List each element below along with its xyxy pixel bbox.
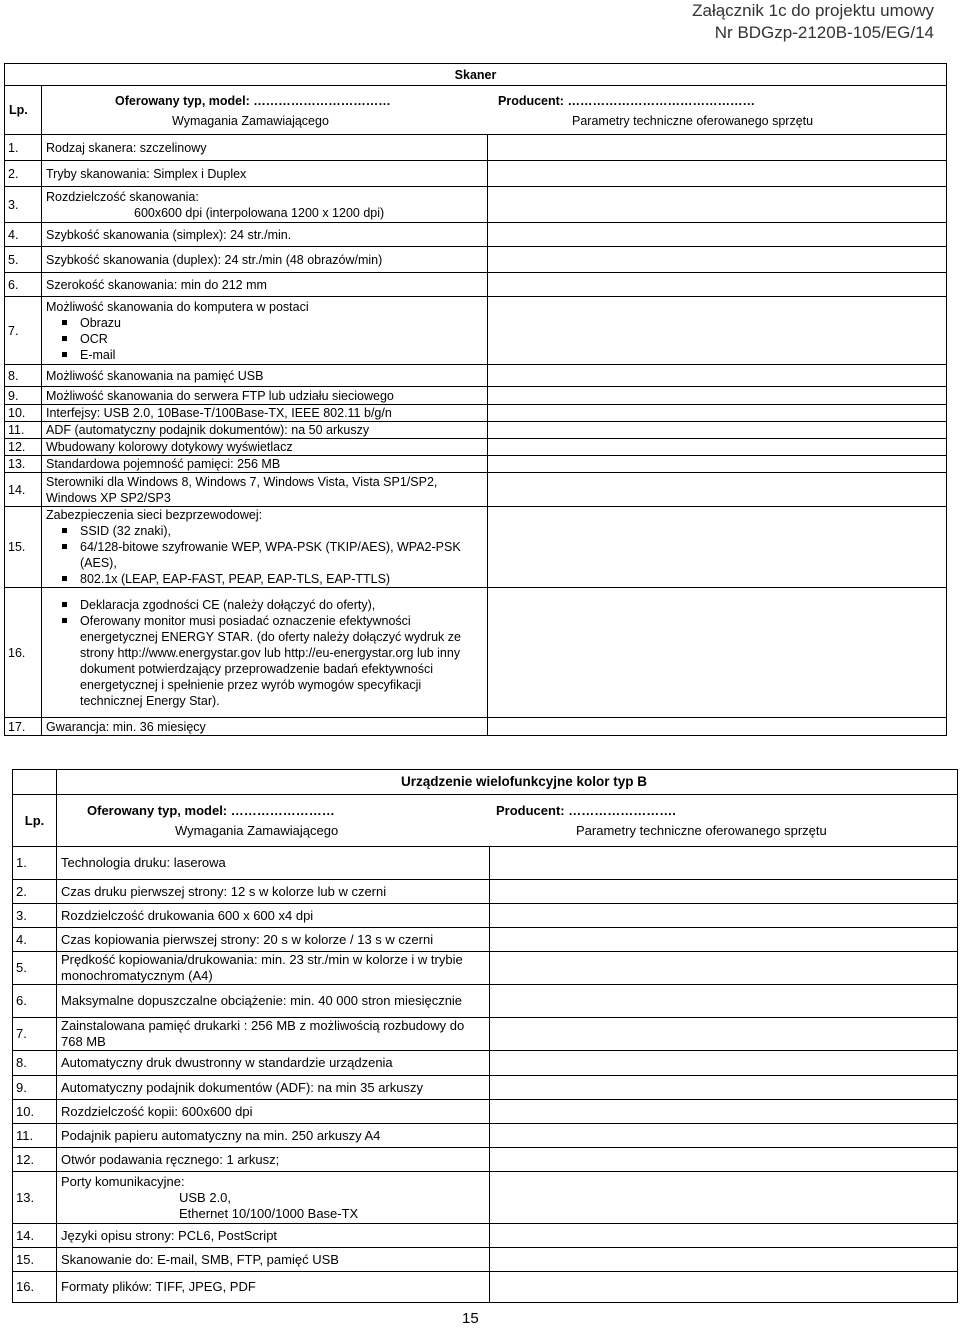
row-number: 3.	[5, 187, 42, 223]
parameter-cell[interactable]	[490, 928, 958, 952]
row-number: 6.	[5, 273, 42, 297]
parameter-cell[interactable]	[490, 904, 958, 928]
row-number: 7.	[13, 1018, 57, 1051]
requirement-line: Możliwość skanowania do komputera w postaci	[46, 299, 309, 314]
parameter-cell[interactable]	[488, 247, 947, 273]
row-number: 16.	[5, 588, 42, 718]
table-row	[5, 273, 947, 297]
parameter-cell[interactable]	[488, 507, 947, 588]
table-row	[5, 297, 947, 365]
requirement-text	[42, 187, 488, 223]
table-row	[5, 247, 947, 273]
parameter-cell[interactable]	[490, 1100, 958, 1124]
parameter-cell[interactable]	[488, 718, 947, 736]
page-number: 15	[462, 1310, 479, 1327]
parameter-cell[interactable]	[490, 1018, 958, 1051]
bullet-list	[46, 315, 483, 363]
parameter-cell[interactable]	[488, 456, 947, 473]
requirement-text: Zainstalowana pamięć drukarki : 256 MB z możliwością rozbudowy do 768 MB	[57, 1018, 490, 1051]
requirement-text: Szerokość skanowania: min do 212 mm	[42, 273, 488, 297]
requirement-text: Automatyczny podajnik dokumentów (ADF): na min 35 arkuszy	[57, 1076, 490, 1100]
row-number: 4.	[13, 928, 57, 952]
requirement-text: Rozdzielczość kopii: 600x600 dpi	[57, 1100, 490, 1124]
parameter-cell[interactable]	[488, 387, 947, 405]
header-line2: Nr BDGzp-2120B-105/EG/14	[714, 23, 934, 42]
bullet-item: E-mail	[46, 347, 483, 363]
requirement-text: Możliwość skanowania do serwera FTP lub udziału sieciowego	[42, 387, 488, 405]
row-number: 7.	[5, 297, 42, 365]
requirement-line: Porty komunikacyjne:	[61, 1173, 185, 1189]
producer-label: Producent: …………………….	[496, 803, 676, 818]
bullet-item: 64/128-bitowe szyfrowanie WEP, WPA-PSK (TKIP/AES), WPA2-PSK (AES),	[46, 539, 483, 571]
bullet-list	[46, 597, 483, 709]
bullet-item: 802.1x (LEAP, EAP-FAST, PEAP, EAP-TLS, EAP-TTLS)	[46, 571, 483, 587]
table-row	[13, 1224, 958, 1248]
table-row	[5, 387, 947, 405]
requirement-text	[42, 588, 488, 718]
offered-model-label: Oferowany typ, model: ……………………	[87, 803, 335, 818]
table-row	[5, 365, 947, 387]
row-number: 2.	[5, 161, 42, 187]
parameters-header: Parametry techniczne oferowanego sprzętu	[576, 823, 827, 838]
model-header-cell	[57, 795, 958, 847]
table-row	[5, 187, 947, 223]
row-number: 1.	[5, 135, 42, 161]
requirement-text: Sterowniki dla Windows 8, Windows 7, Windows Vista, Vista SP1/SP2, Windows XP SP2/SP3	[42, 473, 488, 507]
bullet-item: Oferowany monitor musi posiadać oznaczenie efektywności energetycznej ENERGY STAR. (do oferty należy dołączyć wydruk ze strony http://www.energystar.gov lub http://eu-energystar.org lub inny dokument potwierdzający przeprowadzenie badań efektywności energetycznej i spełnienie przez wyrób wymogów specyfikacji technicznej Energy Star).	[46, 613, 483, 709]
row-number: 10.	[5, 405, 42, 422]
document-header	[692, 0, 934, 44]
requirements-header: Wymagania Zamawiającego	[172, 114, 329, 128]
requirement-text	[42, 507, 488, 588]
table-row	[5, 161, 947, 187]
parameter-cell[interactable]	[488, 588, 947, 718]
table-row	[13, 1272, 958, 1303]
requirement-text: Maksymalne dopuszczalne obciążenie: min. 40 000 stron miesięcznie	[57, 985, 490, 1018]
requirement-text: Formaty plików: TIFF, JPEG, PDF	[57, 1272, 490, 1303]
row-number: 5.	[13, 952, 57, 985]
row-number: 11.	[5, 422, 42, 439]
row-number: 17.	[5, 718, 42, 736]
row-number: 1.	[13, 847, 57, 880]
requirement-text: Podajnik papieru automatyczny na min. 250 arkuszy A4	[57, 1124, 490, 1148]
requirement-text: Standardowa pojemność pamięci: 256 MB	[42, 456, 488, 473]
table-row	[13, 1124, 958, 1148]
requirement-text: Technologia druku: laserowa	[57, 847, 490, 880]
requirement-text: Szybkość skanowania (simplex): 24 str./min.	[42, 223, 488, 247]
requirement-text: Rozdzielczość drukowania 600 x 600 x4 dpi	[57, 904, 490, 928]
parameter-cell[interactable]	[490, 985, 958, 1018]
table-row	[5, 473, 947, 507]
parameters-header: Parametry techniczne oferowanego sprzętu	[572, 114, 814, 128]
row-number: 10.	[13, 1100, 57, 1124]
table-row	[13, 1018, 958, 1051]
requirement-line: Rozdzielczość skanowania:	[46, 189, 199, 204]
bullet-item: OCR	[46, 331, 483, 347]
requirement-line: USB 2.0,	[179, 1189, 232, 1205]
requirement-text: Szybkość skanowania (duplex): 24 str./min (48 obrazów/min)	[42, 247, 488, 273]
row-number: 12.	[13, 1148, 57, 1172]
requirement-text	[42, 297, 488, 365]
row-number: 3.	[13, 904, 57, 928]
row-number: 8.	[13, 1051, 57, 1076]
producer-label: Producent: ………………………………………	[498, 94, 755, 108]
parameter-cell[interactable]	[488, 365, 947, 387]
parameter-cell[interactable]	[490, 1272, 958, 1303]
bullet-item: Deklaracja zgodności CE (należy dołączyć do oferty),	[46, 597, 483, 613]
bullet-item: Obrazu	[46, 315, 483, 331]
table-row	[5, 223, 947, 247]
table-row	[13, 847, 958, 880]
table-row	[5, 507, 947, 588]
model-header-cell	[42, 86, 947, 135]
row-number: 15.	[5, 507, 42, 588]
lp-header: Lp.	[13, 795, 57, 847]
requirement-text: Automatyczny druk dwustronny w standardzie urządzenia	[57, 1051, 490, 1076]
table-row	[5, 718, 947, 736]
requirement-text: Możliwość skanowania na pamięć USB	[42, 365, 488, 387]
table-row	[13, 928, 958, 952]
table-title: Skaner	[5, 64, 947, 86]
table-row	[13, 985, 958, 1018]
requirement-text: Rodzaj skanera: szczelinowy	[42, 135, 488, 161]
parameter-cell[interactable]	[488, 405, 947, 422]
row-number: 9.	[5, 387, 42, 405]
parameter-cell[interactable]	[490, 1076, 958, 1100]
parameter-cell[interactable]	[488, 135, 947, 161]
table-row	[5, 456, 947, 473]
row-number: 5.	[5, 247, 42, 273]
table-row	[13, 1148, 958, 1172]
requirement-text: Gwarancja: min. 36 miesięcy	[42, 718, 488, 736]
row-number: 11.	[13, 1124, 57, 1148]
requirement-text: Interfejsy: USB 2.0, 10Base-T/100Base-TX, IEEE 802.11 b/g/n	[42, 405, 488, 422]
requirement-text: ADF (automatyczny podajnik dokumentów): na 50 arkuszy	[42, 422, 488, 439]
row-number: 6.	[13, 985, 57, 1018]
requirement-text: Czas kopiowania pierwszej strony: 20 s w kolorze / 13 s w czerni	[57, 928, 490, 952]
header-line1: Załącznik 1c do projektu umowy	[692, 1, 934, 20]
scanner-table	[4, 63, 947, 736]
row-number: 16.	[13, 1272, 57, 1303]
table-row	[13, 904, 958, 928]
table-row	[5, 588, 947, 718]
table-row	[13, 1076, 958, 1100]
table-row	[13, 952, 958, 985]
requirement-text: Prędkość kopiowania/drukowania: min. 23 str./min w kolorze i w trybie monochromatycznym (A4)	[57, 952, 490, 985]
row-number: 15.	[13, 1248, 57, 1272]
row-number: 8.	[5, 365, 42, 387]
parameter-cell[interactable]	[490, 1148, 958, 1172]
row-number: 9.	[13, 1076, 57, 1100]
table-title: Urządzenie wielofunkcyjne kolor typ B	[57, 770, 958, 795]
requirement-line: 600x600 dpi (interpolowana 1200 x 1200 dpi)	[134, 205, 385, 220]
parameter-cell[interactable]	[490, 1051, 958, 1076]
table-row	[13, 1172, 958, 1224]
parameter-cell[interactable]	[490, 1124, 958, 1148]
row-number: 2.	[13, 880, 57, 904]
parameter-cell[interactable]	[488, 439, 947, 456]
table-row	[13, 1100, 958, 1124]
parameter-cell[interactable]	[488, 161, 947, 187]
offered-model-label: Oferowany typ, model: ……………………………	[115, 94, 391, 108]
table-row	[5, 405, 947, 422]
bullet-item: SSID (32 znaki),	[46, 523, 483, 539]
requirement-text: Wbudowany kolorowy dotykowy wyświetlacz	[42, 439, 488, 456]
requirement-line: Ethernet 10/100/1000 Base-TX	[179, 1205, 359, 1221]
parameter-cell[interactable]	[488, 297, 947, 365]
requirement-line: Zabezpieczenia sieci bezprzewodowej:	[46, 508, 263, 522]
parameter-cell[interactable]	[490, 847, 958, 880]
row-number: 14.	[13, 1224, 57, 1248]
parameter-cell[interactable]	[488, 422, 947, 439]
table-row	[5, 135, 947, 161]
row-number: 13.	[13, 1172, 57, 1224]
parameter-cell[interactable]	[490, 1224, 958, 1248]
parameter-cell[interactable]	[488, 273, 947, 297]
parameter-cell[interactable]	[490, 880, 958, 904]
table-row	[13, 880, 958, 904]
table-row	[13, 1051, 958, 1076]
row-number: 4.	[5, 223, 42, 247]
requirement-text: Tryby skanowania: Simplex i Duplex	[42, 161, 488, 187]
table-row	[5, 439, 947, 456]
parameter-cell[interactable]	[490, 1172, 958, 1224]
parameter-cell[interactable]	[490, 952, 958, 985]
parameter-cell[interactable]	[488, 187, 947, 223]
requirements-header: Wymagania Zamawiającego	[175, 823, 339, 838]
lp-header: Lp.	[5, 86, 42, 135]
row-number: 14.	[5, 473, 42, 507]
parameter-cell[interactable]	[490, 1248, 958, 1272]
requirement-text	[57, 1172, 490, 1224]
requirement-text: Skanowanie do: E-mail, SMB, FTP, pamięć USB	[57, 1248, 490, 1272]
parameter-cell[interactable]	[488, 223, 947, 247]
row-number: 13.	[5, 456, 42, 473]
table-row	[13, 1248, 958, 1272]
mfp-table	[12, 769, 958, 1303]
bullet-list	[46, 523, 483, 587]
requirement-text: Języki opisu strony: PCL6, PostScript	[57, 1224, 490, 1248]
requirement-text: Czas druku pierwszej strony: 12 s w kolorze lub w czerni	[57, 880, 490, 904]
requirement-text: Otwór podawania ręcznego: 1 arkusz;	[57, 1148, 490, 1172]
row-number: 12.	[5, 439, 42, 456]
table-row	[5, 422, 947, 439]
parameter-cell[interactable]	[488, 473, 947, 507]
